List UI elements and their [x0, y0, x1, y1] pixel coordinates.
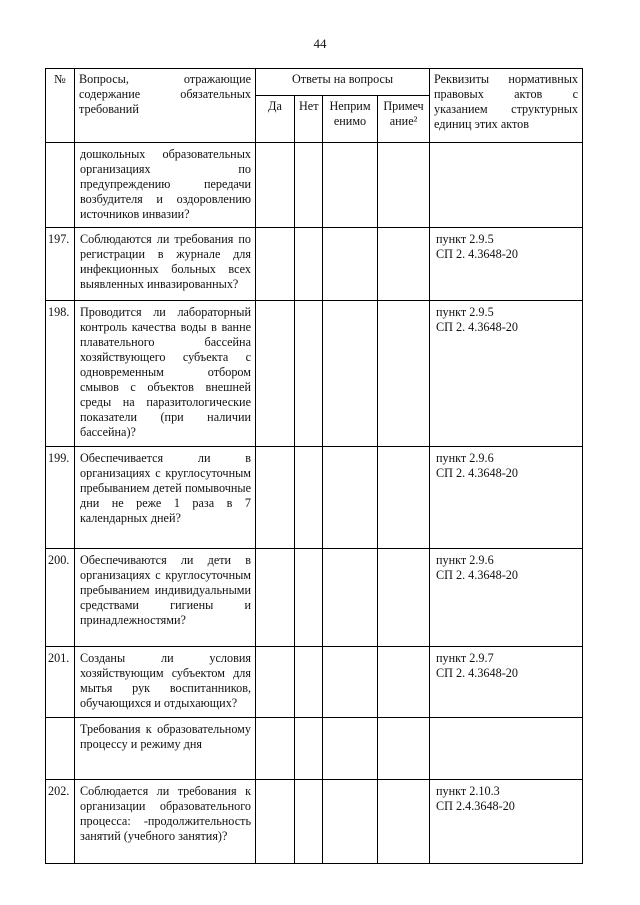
row-number — [46, 143, 74, 149]
answer-yes-cell[interactable] — [256, 549, 295, 647]
table-row — [46, 447, 583, 549]
answer-na-cell[interactable] — [323, 780, 378, 864]
header-questions: Вопросы, отражающие содержание обязательных требований — [75, 69, 256, 143]
row-ref-point: пункт 2.9.6 — [436, 553, 494, 567]
answer-na-cell[interactable] — [323, 549, 378, 647]
row-ref-doc: СП 2. 4.3648-20 — [436, 247, 518, 261]
row-ref-doc: СП 2. 4.3648-20 — [436, 666, 518, 680]
answer-na-cell[interactable] — [323, 647, 378, 718]
row-question: Обеспечиваются ли дети в организациях с круглосуточным пребыванием индивидуальными средствами гигиены и принадлежностями? — [80, 553, 251, 627]
row-ref-point: пункт 2.10.3 — [436, 784, 500, 798]
answer-no-cell[interactable] — [295, 647, 323, 718]
row-number: 197. — [48, 232, 70, 246]
answer-note-cell[interactable] — [378, 143, 430, 228]
row-number: 201. — [48, 651, 70, 665]
answer-yes-cell[interactable] — [256, 228, 295, 301]
answer-yes-cell[interactable] — [256, 647, 295, 718]
row-number: 198. — [48, 305, 70, 319]
row-number — [46, 718, 74, 724]
section-row — [46, 718, 583, 780]
row-ref-point: пункт 2.9.6 — [436, 451, 494, 465]
table-row — [46, 228, 583, 301]
row-ref-point: пункт 2.9.5 — [436, 305, 494, 319]
section-heading: Требования к образовательному процессу и режиму дня — [80, 722, 251, 751]
answer-no-cell[interactable] — [295, 143, 323, 228]
answer-note-cell[interactable] — [378, 301, 430, 447]
answer-note-cell[interactable] — [378, 228, 430, 301]
answer-na-cell[interactable] — [323, 301, 378, 447]
header-row — [46, 69, 583, 96]
row-ref-doc: СП 2.4.3648-20 — [436, 799, 515, 813]
table-row — [46, 143, 583, 228]
answer-no-cell[interactable] — [295, 301, 323, 447]
row-ref-doc: СП 2. 4.3648-20 — [436, 466, 518, 480]
answer-no-cell[interactable] — [295, 447, 323, 549]
page-number: 44 — [313, 36, 327, 51]
answer-yes-cell[interactable] — [256, 447, 295, 549]
answer-no-cell[interactable] — [295, 228, 323, 301]
header-refs: Реквизиты нормативных правовых актов с указанием структурных единиц этих актов — [430, 69, 583, 143]
answer-no-cell[interactable] — [295, 780, 323, 864]
table-row — [46, 780, 583, 864]
header-note: Примеч ание² — [378, 96, 430, 143]
answer-note-cell[interactable] — [378, 549, 430, 647]
row-question: Обеспечивается ли в организациях с круглосуточным пребыванием детей помывочные дни не реже 1 раза в 7 календарных дней? — [80, 451, 251, 525]
answer-yes-cell[interactable] — [256, 780, 295, 864]
header-answers: Ответы на вопросы — [256, 69, 430, 96]
row-question: Созданы ли условия хозяйствующим субъектом для мытья рук воспитанников, обучающихся и отдыхающих? — [80, 651, 251, 710]
answer-no-cell[interactable] — [295, 549, 323, 647]
row-number: 199. — [48, 451, 70, 465]
row-question: дошкольных образовательных организациях по предупреждению передачи возбудителя и оздоровлению источников инвазии? — [80, 147, 251, 221]
table-row — [46, 647, 583, 718]
row-number: 200. — [48, 553, 70, 567]
answer-yes-cell[interactable] — [256, 301, 295, 447]
table-row — [46, 301, 583, 447]
row-ref-point: пункт 2.9.5 — [436, 232, 494, 246]
row-ref-doc: СП 2. 4.3648-20 — [436, 568, 518, 582]
row-question: Проводится ли лабораторный контроль качества воды в ванне плавательного бассейна хозяйствующего субъекта с одновременным отбором смывов с объектов внешней среды на паразитологические показатели (при наличии бассейна)? — [80, 305, 251, 439]
answer-note-cell[interactable] — [378, 780, 430, 864]
header-no: Нет — [295, 96, 323, 143]
answer-yes-cell[interactable] — [256, 143, 295, 228]
header-yes: Да — [256, 96, 295, 143]
table-row — [46, 549, 583, 647]
row-ref-doc: СП 2. 4.3648-20 — [436, 320, 518, 334]
row-ref-point: пункт 2.9.7 — [436, 651, 494, 665]
row-question: Соблюдаются ли требования по регистрации в журнале для инфекционных больных всех выявленных инвазированных? — [80, 232, 251, 291]
answer-na-cell[interactable] — [323, 447, 378, 549]
answer-note-cell[interactable] — [378, 647, 430, 718]
answer-note-cell[interactable] — [378, 447, 430, 549]
requirements-table — [45, 68, 583, 864]
row-question: Соблюдается ли требования к организации образовательного процесса: -продолжительность занятий (учебного занятия)? — [80, 784, 251, 843]
header-num: № — [46, 69, 75, 143]
answer-na-cell[interactable] — [323, 143, 378, 228]
row-number: 202. — [48, 784, 70, 798]
answer-na-cell[interactable] — [323, 228, 378, 301]
header-not-applicable: Неприм енимо — [323, 96, 378, 143]
